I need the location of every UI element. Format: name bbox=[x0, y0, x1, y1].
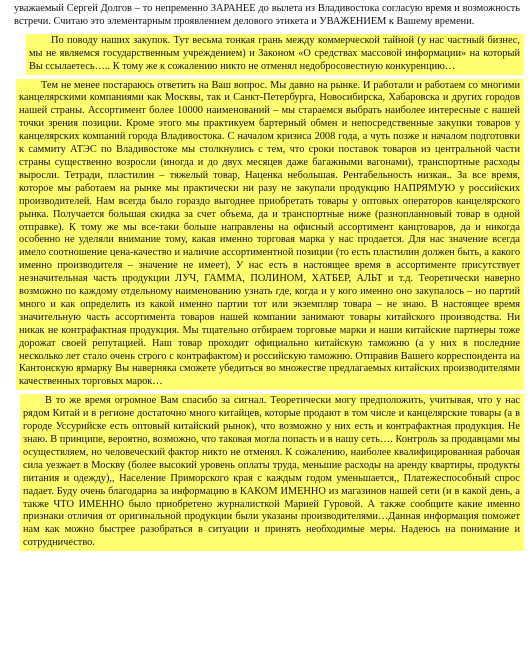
paragraph-intro: уважаемый Сергей Долгов – то непременно ЗАРАНЕЕ до вылета из Владивостока согласую время и возможность встречи. Считаю это элементарным проявлением делового этикета и УВАЖЕНИЕМ к Вашему времени. bbox=[14, 3, 520, 27]
paragraph-signal: В то же время огромное Вам спасибо за сигнал. Теоретически могу предположить, учитывая, что у нас рядом Китай и в регионе достаточно много китайцев, которые продают в том числе и канцелярские товары (а в городе Уссурийске есть оптовый китайский рынок), что возможно у них есть и контрафактная продукция. Не знаю. В принципе, вероятно, возможно, что таковая могла попасть и в нашу сеть…. Контроль за продавцами мы осуществляем, но человеческий фактор никто не отменял. К сожалению, наиболее квалифицированная рабочая сила уезжает в Москву (более высокий уровень оплаты труда, меньшие расходы на аренду квартиры, продукты питания и одежду),, Население Приморского края с каждым годом уменьшается,, Платежеспособный спрос падает. Буду очень благодарна за информацию в КАКОМ ИМЕННО из магазинов нашей сети (и в какой день, а также ЧТО ИМЕННО было приобретено журналисткой Марией Гуровой. А также сообщите какие именно признаки отличия от оригинальной продукции были указаны производителями…Данная информация поможет нам как можно быстрее разобраться в ситуации и принять необходимые меры. Надеюсь на понимание и сотрудничество. bbox=[20, 394, 523, 551]
paragraph-purchases: По поводу наших закупок. Тут весьма тонкая грань между коммерческой тайной (у нас частный бизнес, мы не являемся государственным учреждением) и Законом «О средствах массовой информации» на который Вы ссылаетесь….. К тому же к сожалению никто не отменял недобросовестную конкуренцию… bbox=[26, 34, 523, 75]
paragraph-answer: Тем не менее постараюсь ответить на Ваш вопрос. Мы давно на рынке. И работали и работаем со многими канцелярскими компаниями как Москвы, так и Санкт-Петербурга, Новосибирска, Хабаровска и других городов нашей страны. Ассортимент более 10000 наименований – мы стараемся выбрать наиболее интересные с нашей точки зрения позиции. Кроме этого мы практикуем бартерный обмен и непосредственные закупки товаров у канцелярских компаний города Владивостока. С началом кризиса 2008 года, а чуть позже и началом подготовки к саммиту АТЭС по Владивостоке мы столкнулись с тем, что сроки поставок товаров из центральной части страны существенно возросли (иногда и до двух месяцев даже багажными вагонами), транспортные расходы выросли. Тетради, пластилин – тяжелый товар, Наценка небольшая. Рентабельность низкая.. За все время, которое мы работаем на рынке мы практически ни разу не закупали продукцию НАПРЯМУЮ у российских производителей. Нам всегда было гораздо выгоднее приобретать товары у оптовых операторов канцелярского рынка. Получается большая скидка за счет объема, да и транспортные ниже (разнопланновый товар в одной отправке). К тому же мы все-таки больше направлены на офисный ассортимент канцтоваров, да и никогда особенно не уделяли внимание тому, какая именно торговая марка у нас продается. Для нас значение всегда имело соотношение цена-качество и наличие ассортиментной позиции (то есть пластилин должен быть, а какого именно производителя – значение не имеет), У нас есть в настоящее время в ассортименте присутствует незначительная часть продукции ЛУЧ, ГАММА, ПОЛИНОМ, ХАТБЕР, АЛЬТ и т.д. Теоретически наверно возможно по каждому отдельному наименованию узнать где, когда и у кого именно оно закупалось – но партий много и как определить из какой именно партии тот или экземпляр товара – не знаю. В настоящее время значительную часть ассортимента товаров нашей компании занимают товары китайского производства. Ни никак не контрафактная продукция. Мы тщательно отбираем торговые марки и наши китайские партнеры тоже дорожат своей репутацией. Наш товар проходит официально китайскую таможню (а у них в последние несколько лет стало очень строго с контрафактом) и российскую таможню. Отправив Вашего корреспондента на Кантонскую ярмарку Вы наверняка сможете убедиться во множестве предлагаемых китайских производителями качественных торговых марок… bbox=[16, 79, 523, 391]
